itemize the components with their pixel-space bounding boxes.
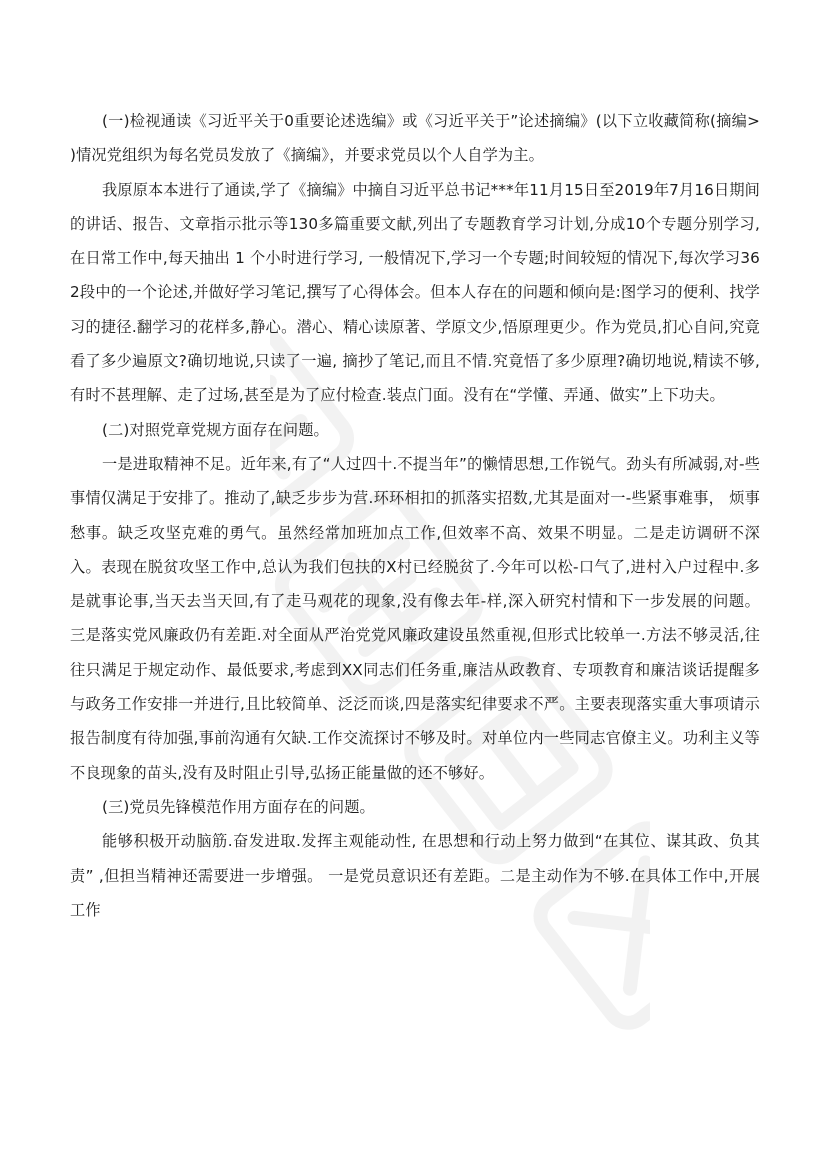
paragraph-3: 一是进取精神不足。近年来,有了“人过四十.不提当年”的懒情思想,工作锐气。劲头有所减弱,对-些事情仅满足于安排了。推动了,缺乏步步为营.环环相扣的抓落实招数,尤其是面对一-些紧事难事， 烦事愁事。缺乏攻坚克难的勇气。虽然经常加班加点工作,但效率不高、效果不明显。二是走访调研不深入。表现在脱贫攻坚工作中,总认为我们包扶的X村已经脱贫了.今年可以松-口气了,进村入户过程中.多是就事论事,当天去当天回,有了走马观花的现象,没有像去年-样,深入研究村情和下一步发展的问题。 三是落实党风廉政仍有差距.对全面从严治党党风廉政建设虽然重视,但形式比较单一.方法不够灵活,往往只满足于规定动作、最低要求,考虑到XX同志们任务重,廉洁从政教育、专项教育和廉洁谈话提醒多与政务工作安排一并进行,且比较简单、泛泛而谈,四是落实纪律要求不严。主要表现落实重大事项请示报告制度有待加强,事前沟通有欠缺.工作交流探讨不够及时。对单位内一些同志官僚主义。功利主义等不良现象的苗头,没有及时阻止引导,弘扬正能量做的还不够好。	[70, 454, 760, 782]
section-heading-3: (三)党员先锋模范作用方面存在的问题。	[102, 797, 375, 816]
document-body	[70, 104, 760, 927]
paragraph-1: (一)检视通读《习近平关于0重要论述选编》或《习近平关于”论述摘编》(以下立收藏简称(摘编> )情况党组织为每名党员发放了《摘编》，并要求党员以个人自学为主。	[70, 112, 760, 165]
section-heading-2: (二)对照党章党规方面存在问题。	[102, 420, 329, 439]
paragraph-4: 能够积极开动脑筋.奋发进取.发挥主观能动性, 在思想和行动上努力做到“在其位、谋其政、负其责” ,但担当精神还需要进一步增强。 一是党员意识还有差距。二是主动作为不够.在具体工作中,开展工作	[70, 832, 760, 919]
paragraph-2: 我原原本本进行了通读,学了《摘编》中摘自习近平总书记***年11月15日至2019年7月16日期间的讲话、报告、文章指示批示等130多篇重要文献,列出了专题教育学习计划,分成10个专题分别学习,在日常工作中,每天抽出 1 个小时进行学习, 一般情况下,学习一个专题;时间较短的情况下,每次学习362段中的一个论述,并做好学习笔记,撰写了心得体会。但本人存在的问题和倾向是:图学习的便利、找学习的捷径.翻学习的花样多,静心。潜心、精心读原著、学原文少,悟原理更少。作为党员,扪心自问,究竟看了多少遍原文?确切地说,只读了一遍, 摘抄了笔记,而且不情.究竟悟了多少原理?确切地说,精读不够,有时不甚理解、走了过场,甚至是为了应付检查.装点门面。没有在“学懂、弄通、做实”上下功夫。	[70, 180, 760, 405]
